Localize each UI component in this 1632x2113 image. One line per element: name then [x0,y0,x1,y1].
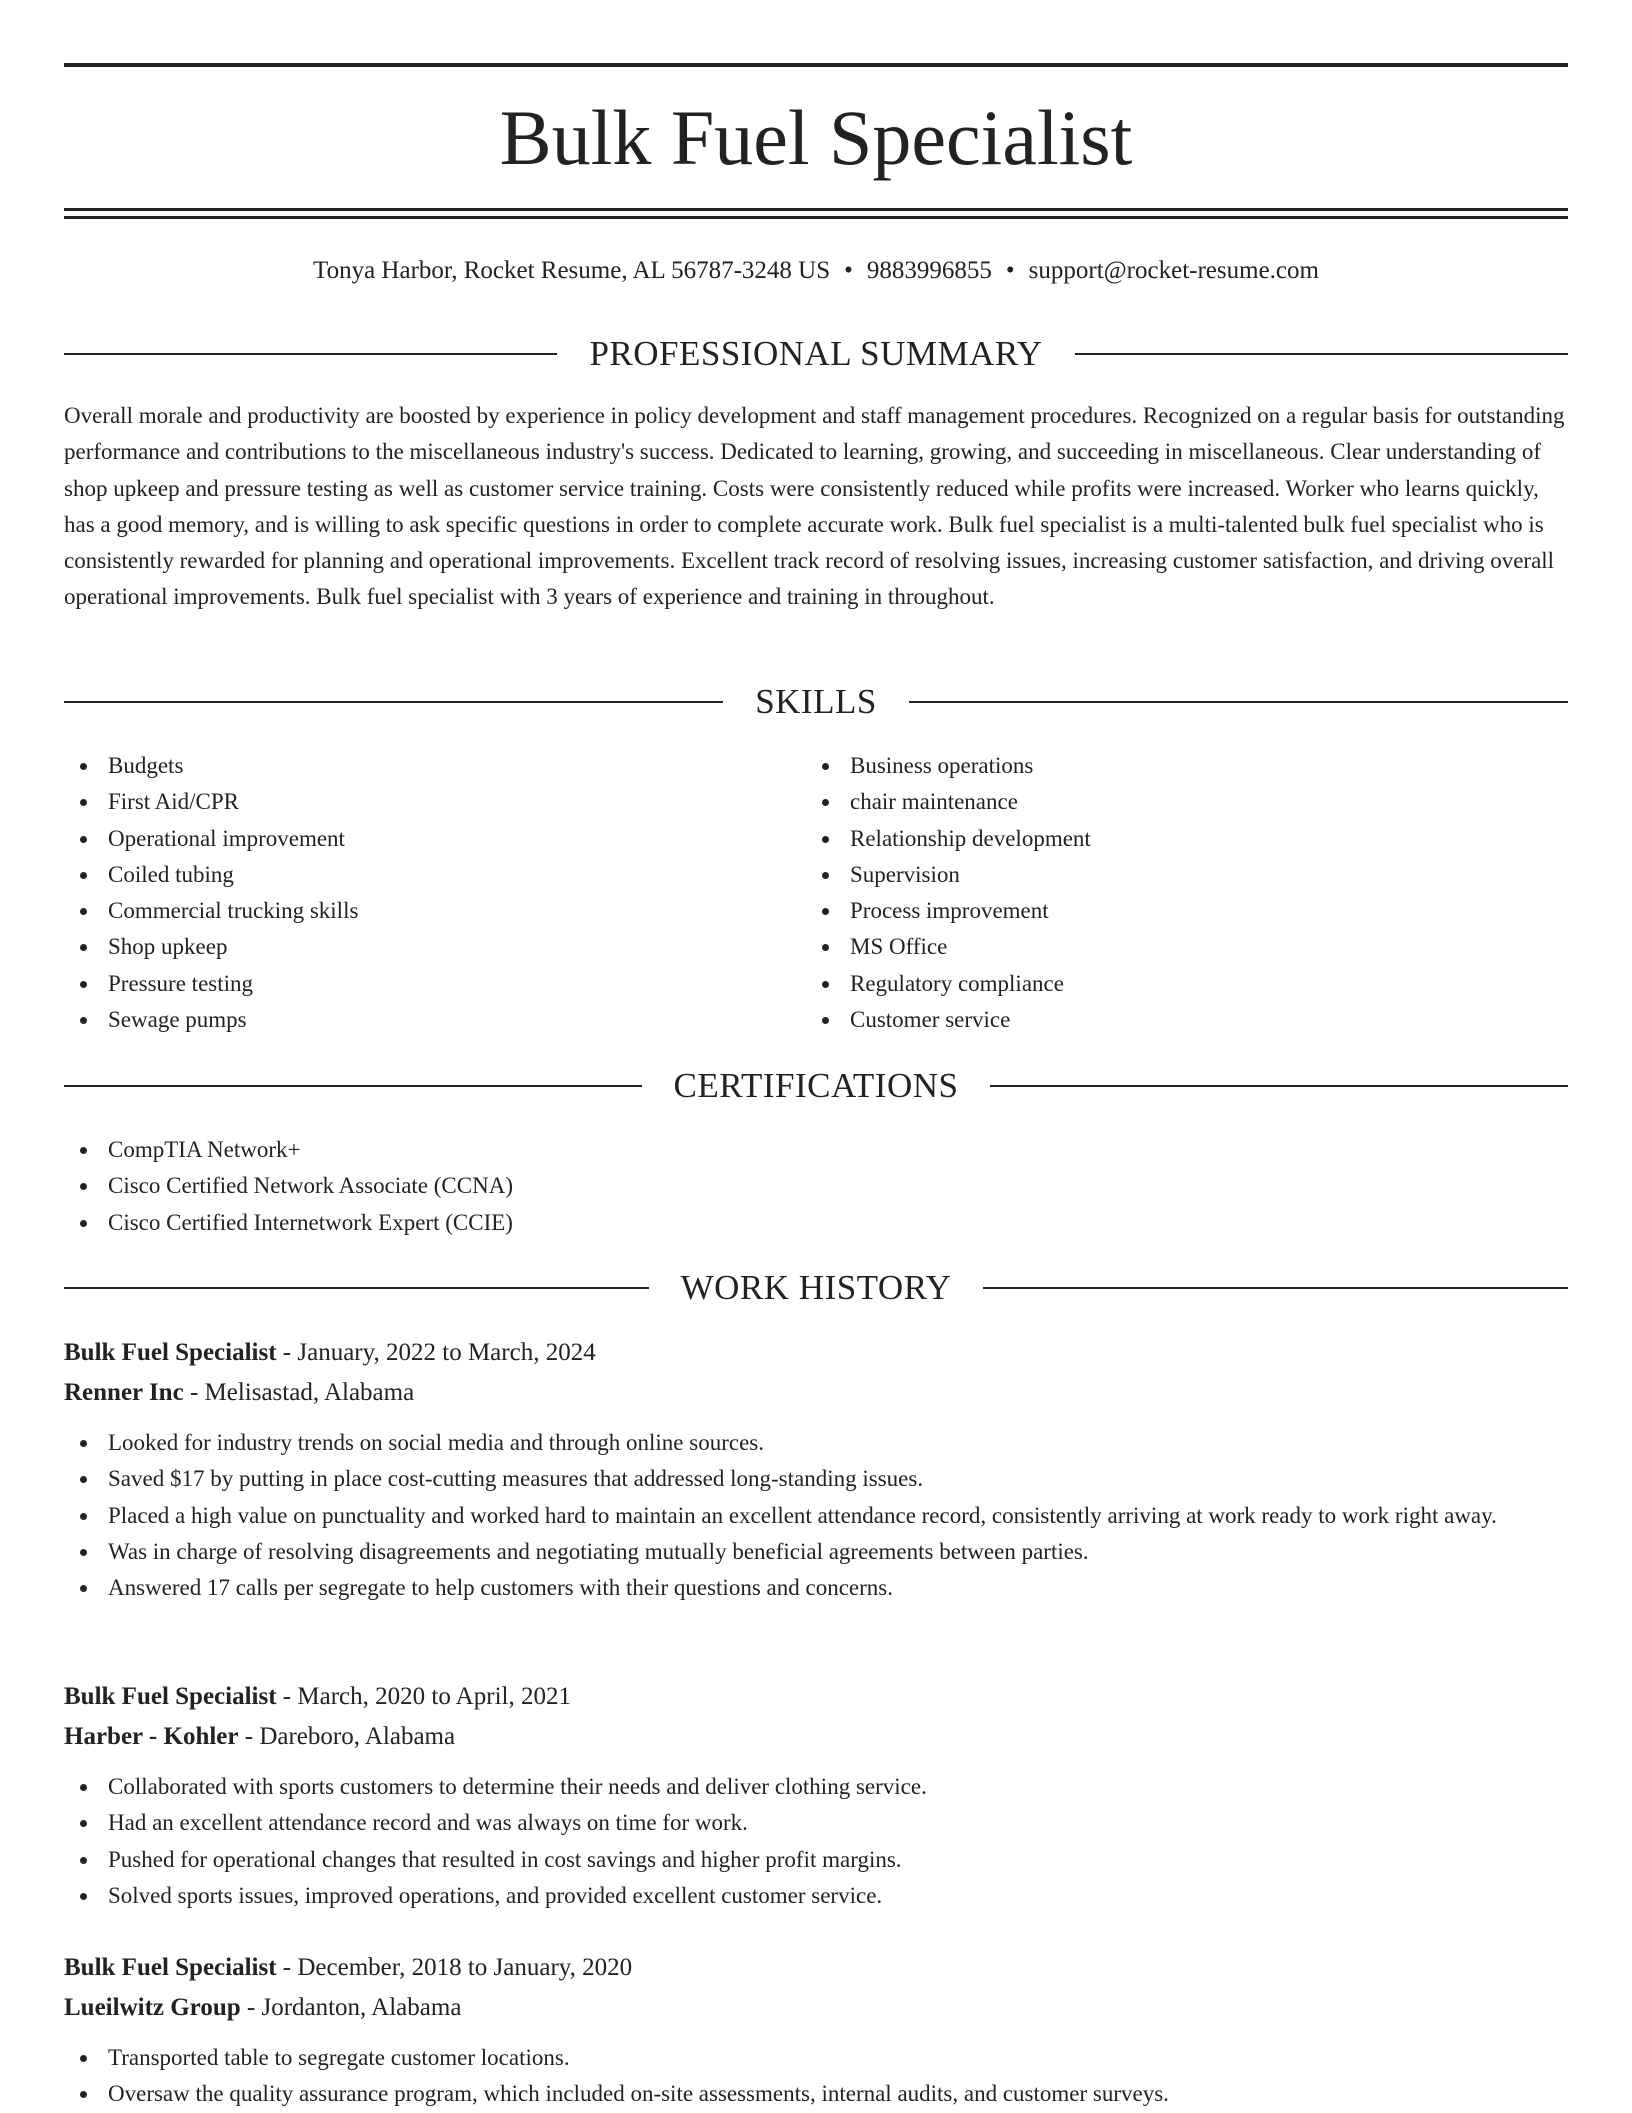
job-bullet: Answered 17 calls per segregate to help customers with their questions and concerns. [64,1570,1568,1606]
skill-item: Business operations [806,748,1546,784]
certifications-heading-label: CERTIFICATIONS [673,1066,959,1105]
heading-rule [990,1085,1568,1087]
job-company: Harber - Kohler [64,1723,239,1750]
job-bullet: Saved $17 by putting in place cost-cutting measures that addressed long-standing issues. [64,1461,1568,1497]
skill-item: MS Office [806,929,1546,965]
skill-item: Pressure testing [64,966,764,1002]
job-company-line [64,1373,1568,1413]
job-location: - Dareboro, Alabama [238,1723,456,1750]
job-bullets [64,2040,1568,2113]
skills-heading [64,680,1568,724]
job-dates: - December, 2018 to January, 2020 [276,1954,633,1981]
contact-separator: • [1005,257,1015,284]
job-bullet: Solved sports issues, improved operations, and provided excellent customer service. [64,1878,1568,1914]
certifications-list [64,1132,1568,1241]
skill-item: First Aid/CPR [64,784,764,820]
heading-rule [909,701,1568,703]
job-title-line [64,1948,1568,1988]
contact-separator: • [844,257,853,284]
summary-heading-label: PROFESSIONAL SUMMARY [589,334,1043,373]
job-company-line [64,1988,1568,2028]
work-history-heading-label: WORK HISTORY [680,1268,952,1307]
skill-item: Process improvement [806,893,1546,929]
job-bullet: Collaborated with sports customers to determine their needs and deliver clothing service. [64,1769,1568,1805]
contact-phone: 9883996855 [866,257,992,284]
skills-list-right [806,748,1546,1038]
heading-rule [64,1085,642,1087]
contact-line [64,252,1568,290]
heading-rule [64,353,557,355]
skill-item: Operational improvement [64,821,764,857]
heading-rule [1075,353,1568,355]
certifications-heading [64,1064,1568,1108]
contact-address: Tonya Harbor, Rocket Resume, AL 56787-3248 US [313,257,831,284]
skill-item: chair maintenance [806,784,1546,820]
heading-rule [64,701,723,703]
contact-email: support@rocket-resume.com [1028,257,1319,284]
skill-item: Shop upkeep [64,929,764,965]
skill-item: Commercial trucking skills [64,893,764,929]
skill-item: Sewage pumps [64,1002,764,1038]
job-title: Bulk Fuel Specialist [64,1954,277,1981]
job-dates: - March, 2020 to April, 2021 [276,1683,571,1710]
job-entry [64,1677,1568,1914]
job-bullet: Pushed for operational changes that resulted in cost savings and higher profit margins. [64,1842,1568,1878]
job-company-line [64,1717,1568,1757]
job-bullet: Transported table to segregate customer locations. [64,2040,1568,2076]
job-dates: - January, 2022 to March, 2024 [276,1339,596,1366]
title-rule-upper [64,208,1568,211]
top-rule [64,63,1568,67]
job-company: Renner Inc [64,1379,184,1406]
skills-list-left [64,748,764,1038]
job-title-line [64,1333,1568,1373]
skill-item: Supervision [806,857,1546,893]
resume-title: Bulk Fuel Specialist [499,94,1133,181]
certification-item: Cisco Certified Network Associate (CCNA) [64,1168,1568,1204]
job-company: Lueilwitz Group [64,1994,241,2021]
skill-item: Regulatory compliance [806,966,1546,1002]
professional-summary: Overall morale and productivity are boosted by experience in policy development and staff management procedures. Recognized on a regular basis for outstanding performance and contributions to the miscellaneous industry's success. Dedicated to learning, growing, and succeeding in miscellaneous. Clear understanding of shop upkeep and pressure testing as well as customer service training. Costs were consistently reduced while profits were increased. Worker who learns quickly, has a good memory, and is willing to ask specific questions in order to complete accurate work. Bulk fuel specialist is a multi-talented bulk fuel specialist who is consistently rewarded for planning and operational improvements. Excellent track record of resolving issues, increasing customer satisfaction, and driving overall operational improvements. Bulk fuel specialist with 3 years of experience and training in throughout. [64,403,1565,610]
summary-heading [64,332,1568,376]
job-bullet: Placed a high value on punctuality and worked hard to maintain an excellent attendance record, consistently arriving at work ready to work right away. [64,1498,1568,1534]
skill-item: Relationship development [806,821,1546,857]
skill-item: Budgets [64,748,764,784]
job-bullet: Oversaw the quality assurance program, which included on-site assessments, internal audits, and customer surveys. [64,2076,1568,2112]
certification-item: Cisco Certified Internetwork Expert (CCIE) [64,1205,1568,1241]
skill-item: Customer service [806,1002,1546,1038]
job-entry [64,1948,1568,2113]
skills-heading-label: SKILLS [755,682,877,721]
job-title: Bulk Fuel Specialist [64,1683,277,1710]
job-bullet: Looked for industry trends on social media and through online sources. [64,1425,1568,1461]
skill-item: Coiled tubing [64,857,764,893]
job-bullet: Had an excellent attendance record and was always on time for work. [64,1805,1568,1841]
work-history-heading [64,1266,1568,1310]
job-bullets [64,1769,1568,1914]
heading-rule [64,1287,649,1289]
job-bullet: Was in charge of resolving disagreements and negotiating mutually beneficial agreements between parties. [64,1534,1568,1570]
heading-rule [983,1287,1568,1289]
certification-item: CompTIA Network+ [64,1132,1568,1168]
job-entry [64,1333,1568,1606]
job-title: Bulk Fuel Specialist [64,1339,277,1366]
job-location: - Jordanton, Alabama [240,1994,462,2021]
job-bullets [64,1425,1568,1606]
job-location: - Melisastad, Alabama [183,1379,415,1406]
title-rule-lower [64,216,1568,219]
job-title-line [64,1677,1568,1717]
